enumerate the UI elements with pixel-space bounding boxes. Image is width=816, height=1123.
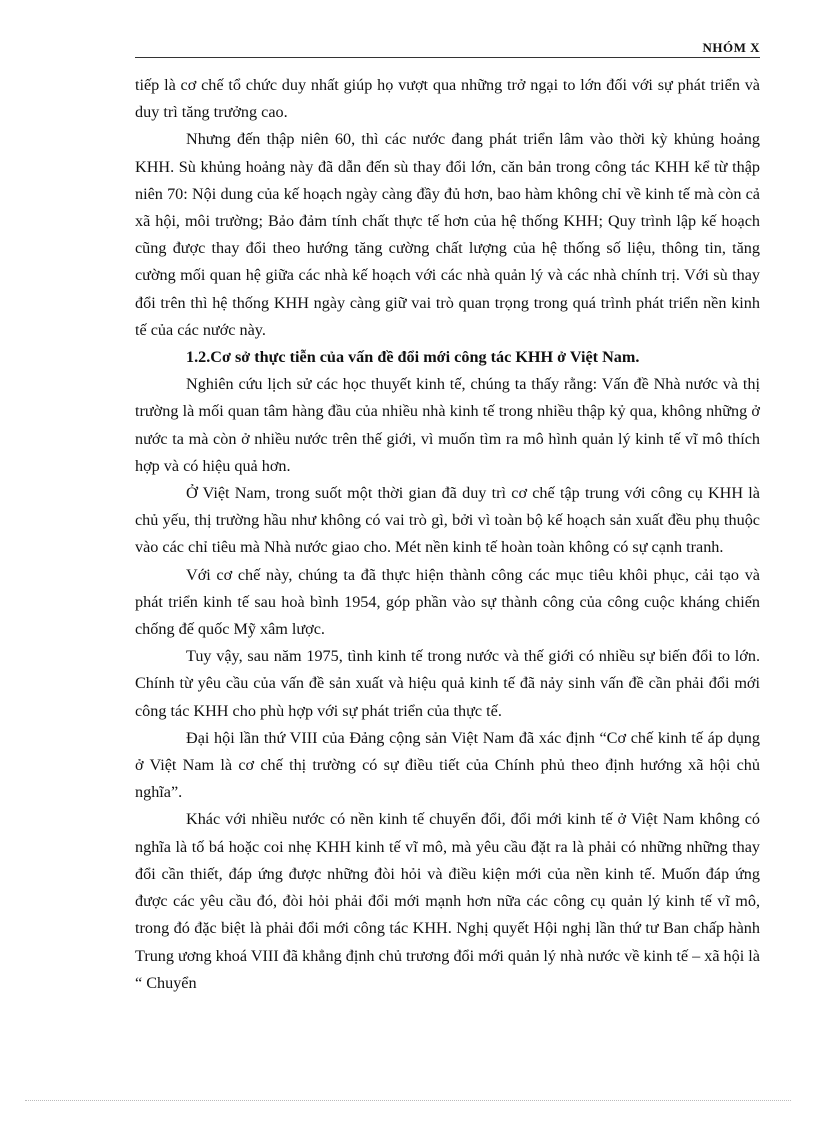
footer-rule xyxy=(25,1100,791,1101)
page-header xyxy=(135,40,760,60)
paragraph-continuation: tiếp là cơ chế tổ chức duy nhất giúp họ vượt qua những trở ngại to lớn đối với sự phát triển và duy trì tăng trưởng cao. xyxy=(135,76,760,122)
paragraph-vietnam-central-planning: Ở Việt Nam, trong suốt một thời gian đã duy trì cơ chế tập trung với công cụ KHH là chủ yếu, thị trường hầu như không có vai trò gì, bởi vì toàn bộ kế hoạch sản xuất đều phụ thuộc vào các chỉ tiêu mà Nhà nước giao cho. Mét nền kinh tế hoàn toàn không có sự cạnh tranh. xyxy=(135,484,760,557)
document-body xyxy=(135,72,760,997)
header-rule xyxy=(135,57,760,58)
paragraph-planning-crisis: Nhưng đến thập niên 60, thì các nước đang phát triển lâm vào thời kỳ khủng hoảng KHH. Sù khủng hoảng này đã dẫn đến sù thay đổi lớn, căn bản trong công tác KHH kể từ thập niên 70: Nội dung của kế hoạch ngày càng đầy đủ hơn, bao hàm không chỉ về kinh tế mà còn cả xã hội, môi trường; Bảo đảm tính chất thực tế hơn của hệ thống KHH; Quy trình lập kế hoạch cũng được thay đổi theo hướng tăng cường chất lượng của hệ thống số liệu, thông tin, tăng cường mối quan hệ giữa các nhà kế hoạch với các nhà quản lý và các nhà chính trị. Với sù thay đổi trên thì hệ thống KHH ngày càng giữ vai trò quan trọng trong quá trình phát triển nền kinh tế của các nước này. xyxy=(135,130,760,339)
paragraph-party-congress: Đại hội lần thứ VIII của Đảng cộng sản Việt Nam đã xác định “Cơ chế kinh tế áp dụng ở Việt Nam là cơ chế thị trường có sự điều tiết của Chính phủ theo định hướng xã hội chủ nghĩa”. xyxy=(135,728,760,802)
header-group-label: NHÓM X xyxy=(702,40,760,55)
section-heading-1-2: 1.2.Cơ sở thực tiễn của vấn đề đổi mới công tác KHH ở Việt Nam. xyxy=(186,348,640,367)
paragraph-economic-theory: Nghiên cứu lịch sử các học thuyết kinh tế, chúng ta thấy rằng: Vấn đề Nhà nước và thị trường là mối quan tâm hàng đầu của nhiều nhà kinh tế trong nhiều thập kỷ qua, không những ở nước ta mà còn ở nhiều nước trên thế giới, vì muốn tìm ra mô hình quản lý kinh tế vĩ mô thích hợp và có hiệu quả hơn. xyxy=(135,375,760,475)
paragraph-mechanism-success: Với cơ chế này, chúng ta đã thực hiện thành công các mục tiêu khôi phục, cải tạo và phát triển kinh tế sau hoà bình 1954, góp phần vào sự thành công của công cuộc kháng chiến chống đế quốc Mỹ xâm lược. xyxy=(135,565,760,639)
paragraph-after-1975: Tuy vậy, sau năm 1975, tình kinh tế trong nước và thế giới có nhiều sự biến đổi to lớn. Chính từ yêu cầu của vấn đề sản xuất và hiệu quả kinh tế đã nảy sinh vấn đề cần phải đổi mới công tác KHH cho phù hợp với sự phát triển của thực tế. xyxy=(135,647,760,720)
paragraph-reform: Khác với nhiều nước có nền kinh tế chuyển đổi, đổi mới kinh tế ở Việt Nam không có nghĩa là tố bá hoặc coi nhẹ KHH kinh tế vĩ mô, mà yêu cầu đặt ra là phải có những những thay đổi cần thiết, đáp ứng được những đòi hỏi và điều kiện mới của nền kinh tế. Muốn đáp ứng được các yêu cầu đó, đòi hỏi phải đổi mới mạnh hơn nữa các công cụ quản lý kinh tế vĩ mô, trong đó đặc biệt là phải đổi mới công tác KHH. Nghị quyết Hội nghị lần thứ tư Ban chấp hành Trung ương khoá VIII đã khẳng định chủ trương đổi mới quản lý nhà nước về kinh tế – xã hội là “ Chuyển xyxy=(135,810,760,992)
